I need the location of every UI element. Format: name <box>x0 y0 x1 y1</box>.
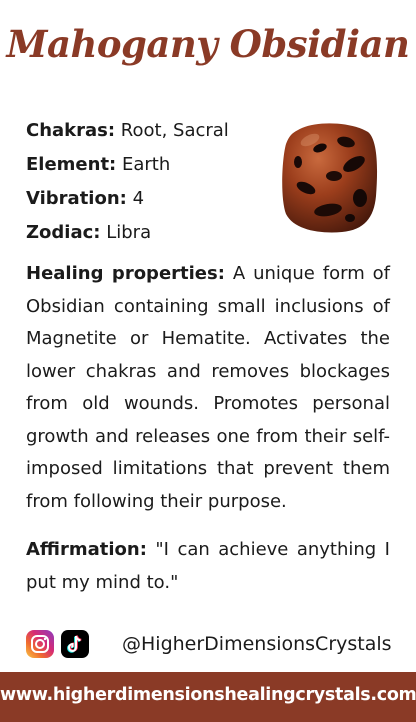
affirmation-text: "I can achieve anything I put my mind to." <box>26 539 390 593</box>
fact-chakras <box>26 114 266 148</box>
fact-value: 4 <box>126 188 145 209</box>
fact-zodiac <box>26 216 266 250</box>
healing-properties <box>26 258 390 518</box>
tiktok-icon[interactable] <box>61 630 89 658</box>
affirmation <box>26 534 390 599</box>
fact-label: Element: <box>26 154 117 175</box>
crystal-image <box>280 118 380 236</box>
fact-value: Root, Sacral <box>115 120 229 141</box>
healing-label: Healing properties: <box>26 263 225 284</box>
fact-label: Chakras: <box>26 120 116 141</box>
social-row <box>26 628 390 662</box>
fact-label: Vibration: <box>26 188 127 209</box>
footer-bar <box>0 672 416 722</box>
fact-label: Zodiac: <box>26 222 101 243</box>
affirmation-label: Affirmation: <box>26 539 147 560</box>
fact-element <box>26 148 266 182</box>
website-link[interactable]: www.higherdimensionshealingcrystals.com <box>0 685 416 705</box>
card-title: Mahogany Obsidian <box>6 22 410 66</box>
healing-text: A unique form of Obsidian containing small inclusions of Magnetite or Hematite. Activates the lower chakras and removes blockages from old wounds. Promotes personal growth and releases one from their self-imposed limitations that prevent them from following their purpose. <box>26 263 391 512</box>
fact-value: Libra <box>100 222 152 243</box>
crystal-facts <box>26 114 266 250</box>
instagram-icon[interactable] <box>26 630 54 658</box>
fact-vibration <box>26 182 266 216</box>
fact-value: Earth <box>116 154 171 175</box>
social-handle[interactable]: @HigherDimensionsCrystals <box>122 633 392 655</box>
